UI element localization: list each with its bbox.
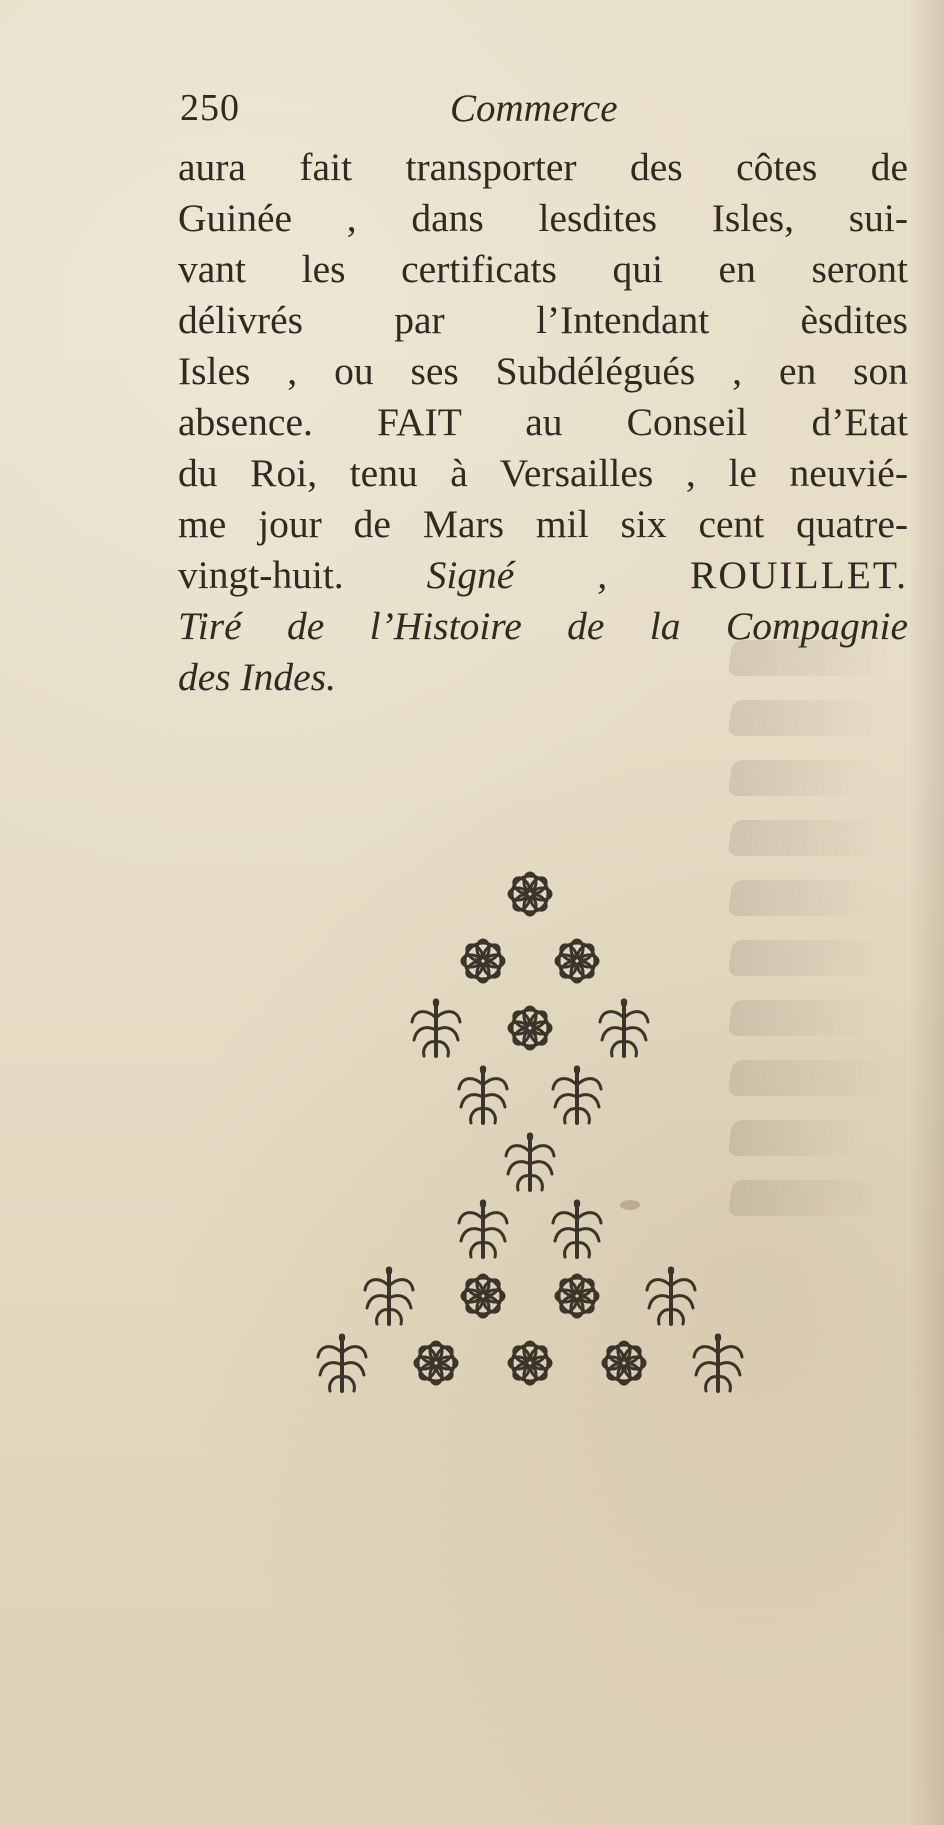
source-line-1: Tiré de l’Histoire de la Compagnie	[178, 604, 908, 648]
signed-name: ROUILLET.	[690, 553, 909, 597]
fleuron-ornament	[300, 860, 760, 1420]
text-line: me jour de Mars mil six cent quatre-	[178, 502, 908, 546]
text-line: Isles , ou ses Subdélégués , en son	[178, 349, 908, 393]
sprig-fleuron-icon	[647, 1268, 695, 1324]
sprig-fleuron-icon	[365, 1268, 413, 1324]
rose-fleuron-icon	[509, 1342, 551, 1384]
text-line: aura fait transporter des côtes de	[178, 145, 908, 189]
rose-fleuron-icon	[603, 1342, 645, 1384]
sprig-fleuron-icon	[553, 1201, 601, 1257]
signed-label: Signé ,	[426, 553, 608, 597]
final-line-start: vingt-huit.	[178, 553, 344, 597]
page-number: 250	[180, 87, 240, 129]
text-line: vant les certificats qui en seront	[178, 247, 908, 291]
rose-fleuron-icon	[415, 1342, 457, 1384]
running-head	[180, 86, 680, 136]
sprig-fleuron-icon	[459, 1201, 507, 1257]
text-line: du Roi, tenu à Versailles , le neuvié-	[178, 451, 908, 495]
rose-fleuron-icon	[509, 873, 551, 915]
sprig-fleuron-icon	[459, 1067, 507, 1123]
fleuron-ornament-icon	[300, 860, 760, 1420]
page-edge-shadow	[908, 0, 944, 1825]
body-text	[178, 142, 908, 703]
sprig-fleuron-icon	[318, 1335, 366, 1391]
paper-stain	[620, 1200, 640, 1210]
sprig-fleuron-icon	[600, 1000, 648, 1056]
running-title: Commerce	[450, 87, 618, 130]
sprig-fleuron-icon	[553, 1067, 601, 1123]
rose-fleuron-icon	[509, 1007, 551, 1049]
rose-fleuron-icon	[462, 1275, 504, 1317]
sprig-fleuron-icon	[694, 1335, 742, 1391]
text-line: absence. FAIT au Conseil d’Etat	[178, 400, 908, 444]
text-line: Guinée , dans lesdites Isles, sui-	[178, 196, 908, 240]
rose-fleuron-icon	[556, 940, 598, 982]
sprig-fleuron-icon	[412, 1000, 460, 1056]
source-line-2: des Indes.	[178, 655, 336, 699]
signature-line	[178, 550, 908, 601]
rose-fleuron-icon	[556, 1275, 598, 1317]
text-line: délivrés par l’Intendant èsdites	[178, 298, 908, 342]
rose-fleuron-icon	[462, 940, 504, 982]
sprig-fleuron-icon	[506, 1134, 554, 1190]
